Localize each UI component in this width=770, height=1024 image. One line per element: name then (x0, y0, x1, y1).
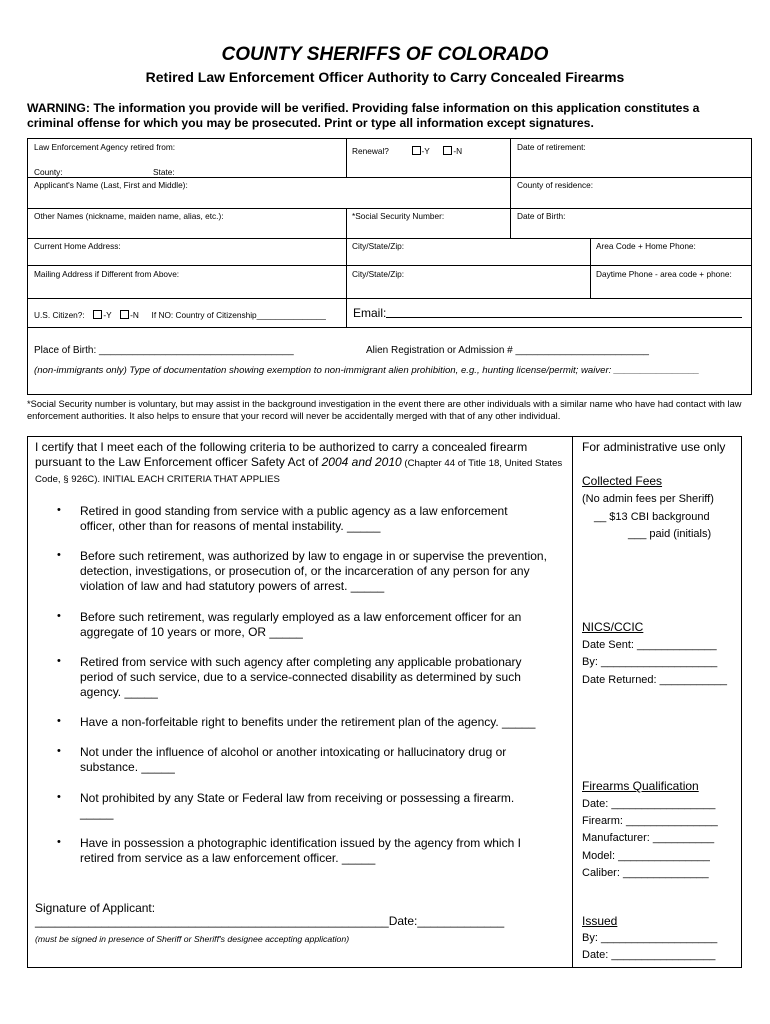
state-label: State: (153, 167, 175, 177)
nics-by: By: ___________________ (582, 656, 718, 668)
signature-note-text: (must be signed in presence of Sheriff or Sheriff's designee accepting application) (35, 934, 350, 944)
divider (27, 177, 752, 178)
fq-model: Model: _______________ (582, 850, 710, 862)
divider (27, 238, 752, 239)
county-residence-label: County of residence: (517, 180, 594, 190)
place-of-birth-field[interactable]: Place of Birth: ___________________________________ (34, 345, 294, 356)
criteria-item-1: Retired in good standing from service with a public agency as a law enforcement officer, other than for reasons of mental instability. _____ (80, 504, 508, 533)
other-names-label: Other Names (nickname, maiden name, alias, etc.): (34, 211, 224, 221)
ssn-note: *Social Security number is voluntary, but may assist in the background investigation in the event there are other individuals with a similar name who have had contact with law enforcement authorities. It also helps to ensure that your record will never be accidentally merged with that of any other individual. (27, 399, 742, 421)
retirement-date-label: Date of retirement: (517, 142, 586, 152)
county-label: County: (34, 167, 63, 177)
nonimmigrant-field[interactable] (34, 365, 699, 376)
certify-intro-tail: (Chapter 44 of Title 18, United States Code, § 926C). INITIAL EACH CRITERIA THAT APPLIES (35, 458, 563, 485)
ssn-label: *Social Security Number: (352, 211, 445, 221)
nics-date-returned: Date Returned: ___________ (582, 674, 727, 686)
divider (27, 265, 752, 266)
admin-title: For administrative use only (582, 440, 726, 454)
fq-date: Date: _________________ (582, 798, 716, 810)
criteria-item-8: Have in possession a photographic identification issued by the agency from which I retired from service as a law enforcement officer. _____ (80, 836, 521, 865)
criteria-bullet: • (57, 745, 61, 757)
applicant-name-label: Applicant's Name (Last, First and Middle): (34, 180, 188, 190)
dob-label: Date of Birth: (517, 211, 566, 221)
day-phone-label: Daytime Phone - area code + phone: (596, 269, 732, 279)
criteria-item-6: Not under the influence of alcohol or another intoxicating or hallucinatory drug or substance. _____ (80, 745, 507, 774)
divider (590, 238, 591, 298)
criteria-item-7: Not prohibited by any State or Federal law from receiving or possessing a firearm. _____ (80, 791, 515, 820)
certify-intro-years: 2004 and 2010 (321, 455, 402, 469)
criteria-item-3: Before such retirement, was regularly employed as a law enforcement officer for an aggregate of 10 years or more, OR _____ (80, 610, 522, 639)
divider (27, 298, 752, 299)
collected-fees-heading: Collected Fees (582, 474, 663, 488)
nics-date-sent: Date Sent: _____________ (582, 639, 717, 651)
citizenship-label: If NO: Country of Citizenship_______________ (151, 310, 326, 320)
nonimmigrant-text: (non-immigrants only) Type of documentation showing exemption to non-immigrant alien prohibition, e.g., hunting license/permit; waiver: ________________ (34, 365, 700, 376)
mailing-city-state-zip-label: City/State/Zip: (352, 269, 405, 279)
criteria-item-4: Retired from service with such agency after completing any applicable probationary period of such service, due to a service-connected disability as determined by such agency. _____ (80, 655, 522, 699)
email-label: Email: (353, 306, 387, 320)
certify-intro-text: I certify that I meet each of the following criteria to be authorized to carry a concealed firearm pursuant to the Law Enforcement officer Safety Act of (35, 440, 528, 469)
signature-line[interactable]: _____________________________________________________Date:_____________ (35, 914, 505, 928)
renewal-text: Renewal? (352, 146, 389, 156)
fees-paid: ___ paid (initials) (628, 528, 712, 540)
warning-text: WARNING: The information you provide will be verified. Providing false information on this application constitutes a criminal offense for which you may be prosecuted. Print or type all information except signatures. (27, 101, 700, 130)
home-phone-label: Area Code + Home Phone: (596, 241, 696, 251)
home-address-label: Current Home Address: (34, 241, 121, 251)
signature-label: Signature of Applicant: (35, 901, 156, 915)
criteria-bullet: • (57, 549, 61, 561)
citizen-yes-label: -Y (103, 310, 112, 320)
renewal-no-checkbox[interactable] (443, 146, 452, 155)
criteria-item-2: Before such retirement, was authorized by law to engage in or supervise the prevention, detection, investigations, or prosecution of, or the incarceration of any person for any violation of law and had statutory powers of arrest. _____ (80, 549, 547, 593)
agency-label: Law Enforcement Agency retired from: (34, 142, 176, 152)
fees-cbi: __ $13 CBI background (594, 511, 710, 523)
criteria-item-5: Have a non-forfeitable right to benefits under the retirement plan of the agency. _____ (80, 715, 536, 729)
issued-date: Date: _________________ (582, 949, 716, 961)
renewal-label (352, 146, 462, 156)
renewal-yes-checkbox[interactable] (412, 146, 421, 155)
nics-heading: NICS/CCIC (582, 620, 644, 634)
citizen-yes-checkbox[interactable] (93, 310, 102, 319)
alien-registration-field[interactable]: Alien Registration or Admission # ________________________ (366, 345, 649, 356)
criteria-bullet: • (57, 504, 61, 516)
firearms-qualification-heading: Firearms Qualification (582, 779, 699, 793)
citizen-no-checkbox[interactable] (120, 310, 129, 319)
renewal-no-label: -N (453, 146, 463, 156)
divider (510, 138, 511, 238)
page-subtitle: Retired Law Enforcement Officer Authority to Carry Concealed Firearms (145, 69, 625, 85)
criteria-bullet: • (57, 715, 61, 727)
divider (346, 138, 347, 178)
criteria-bullet: • (57, 610, 61, 622)
criteria-bullet: • (57, 791, 61, 803)
fq-manufacturer: Manufacturer: __________ (582, 832, 715, 844)
email-field[interactable] (353, 306, 742, 320)
criteria-bullet: • (57, 655, 61, 667)
renewal-yes-label: -Y (421, 146, 430, 156)
signature-note (35, 934, 349, 944)
issued-by: By: ___________________ (582, 932, 718, 944)
fq-firearm: Firearm: _______________ (582, 815, 718, 827)
citizen-no-label: -N (130, 310, 139, 320)
divider (27, 327, 752, 328)
city-state-zip-label: City/State/Zip: (352, 241, 405, 251)
mailing-address-label: Mailing Address if Different from Above: (34, 269, 180, 279)
issued-heading: Issued (582, 914, 618, 928)
citizen-row (34, 310, 326, 320)
fees-note: (No admin fees per Sheriff) (582, 493, 714, 505)
divider (346, 208, 347, 328)
divider (572, 436, 573, 968)
citizen-label: U.S. Citizen?: (34, 310, 85, 320)
certify-intro (35, 440, 565, 487)
divider (27, 208, 752, 209)
page-title: COUNTY SHERIFFS OF COLORADO (221, 44, 549, 65)
criteria-bullet: • (57, 836, 61, 848)
fq-caliber: Caliber: ______________ (582, 867, 709, 879)
